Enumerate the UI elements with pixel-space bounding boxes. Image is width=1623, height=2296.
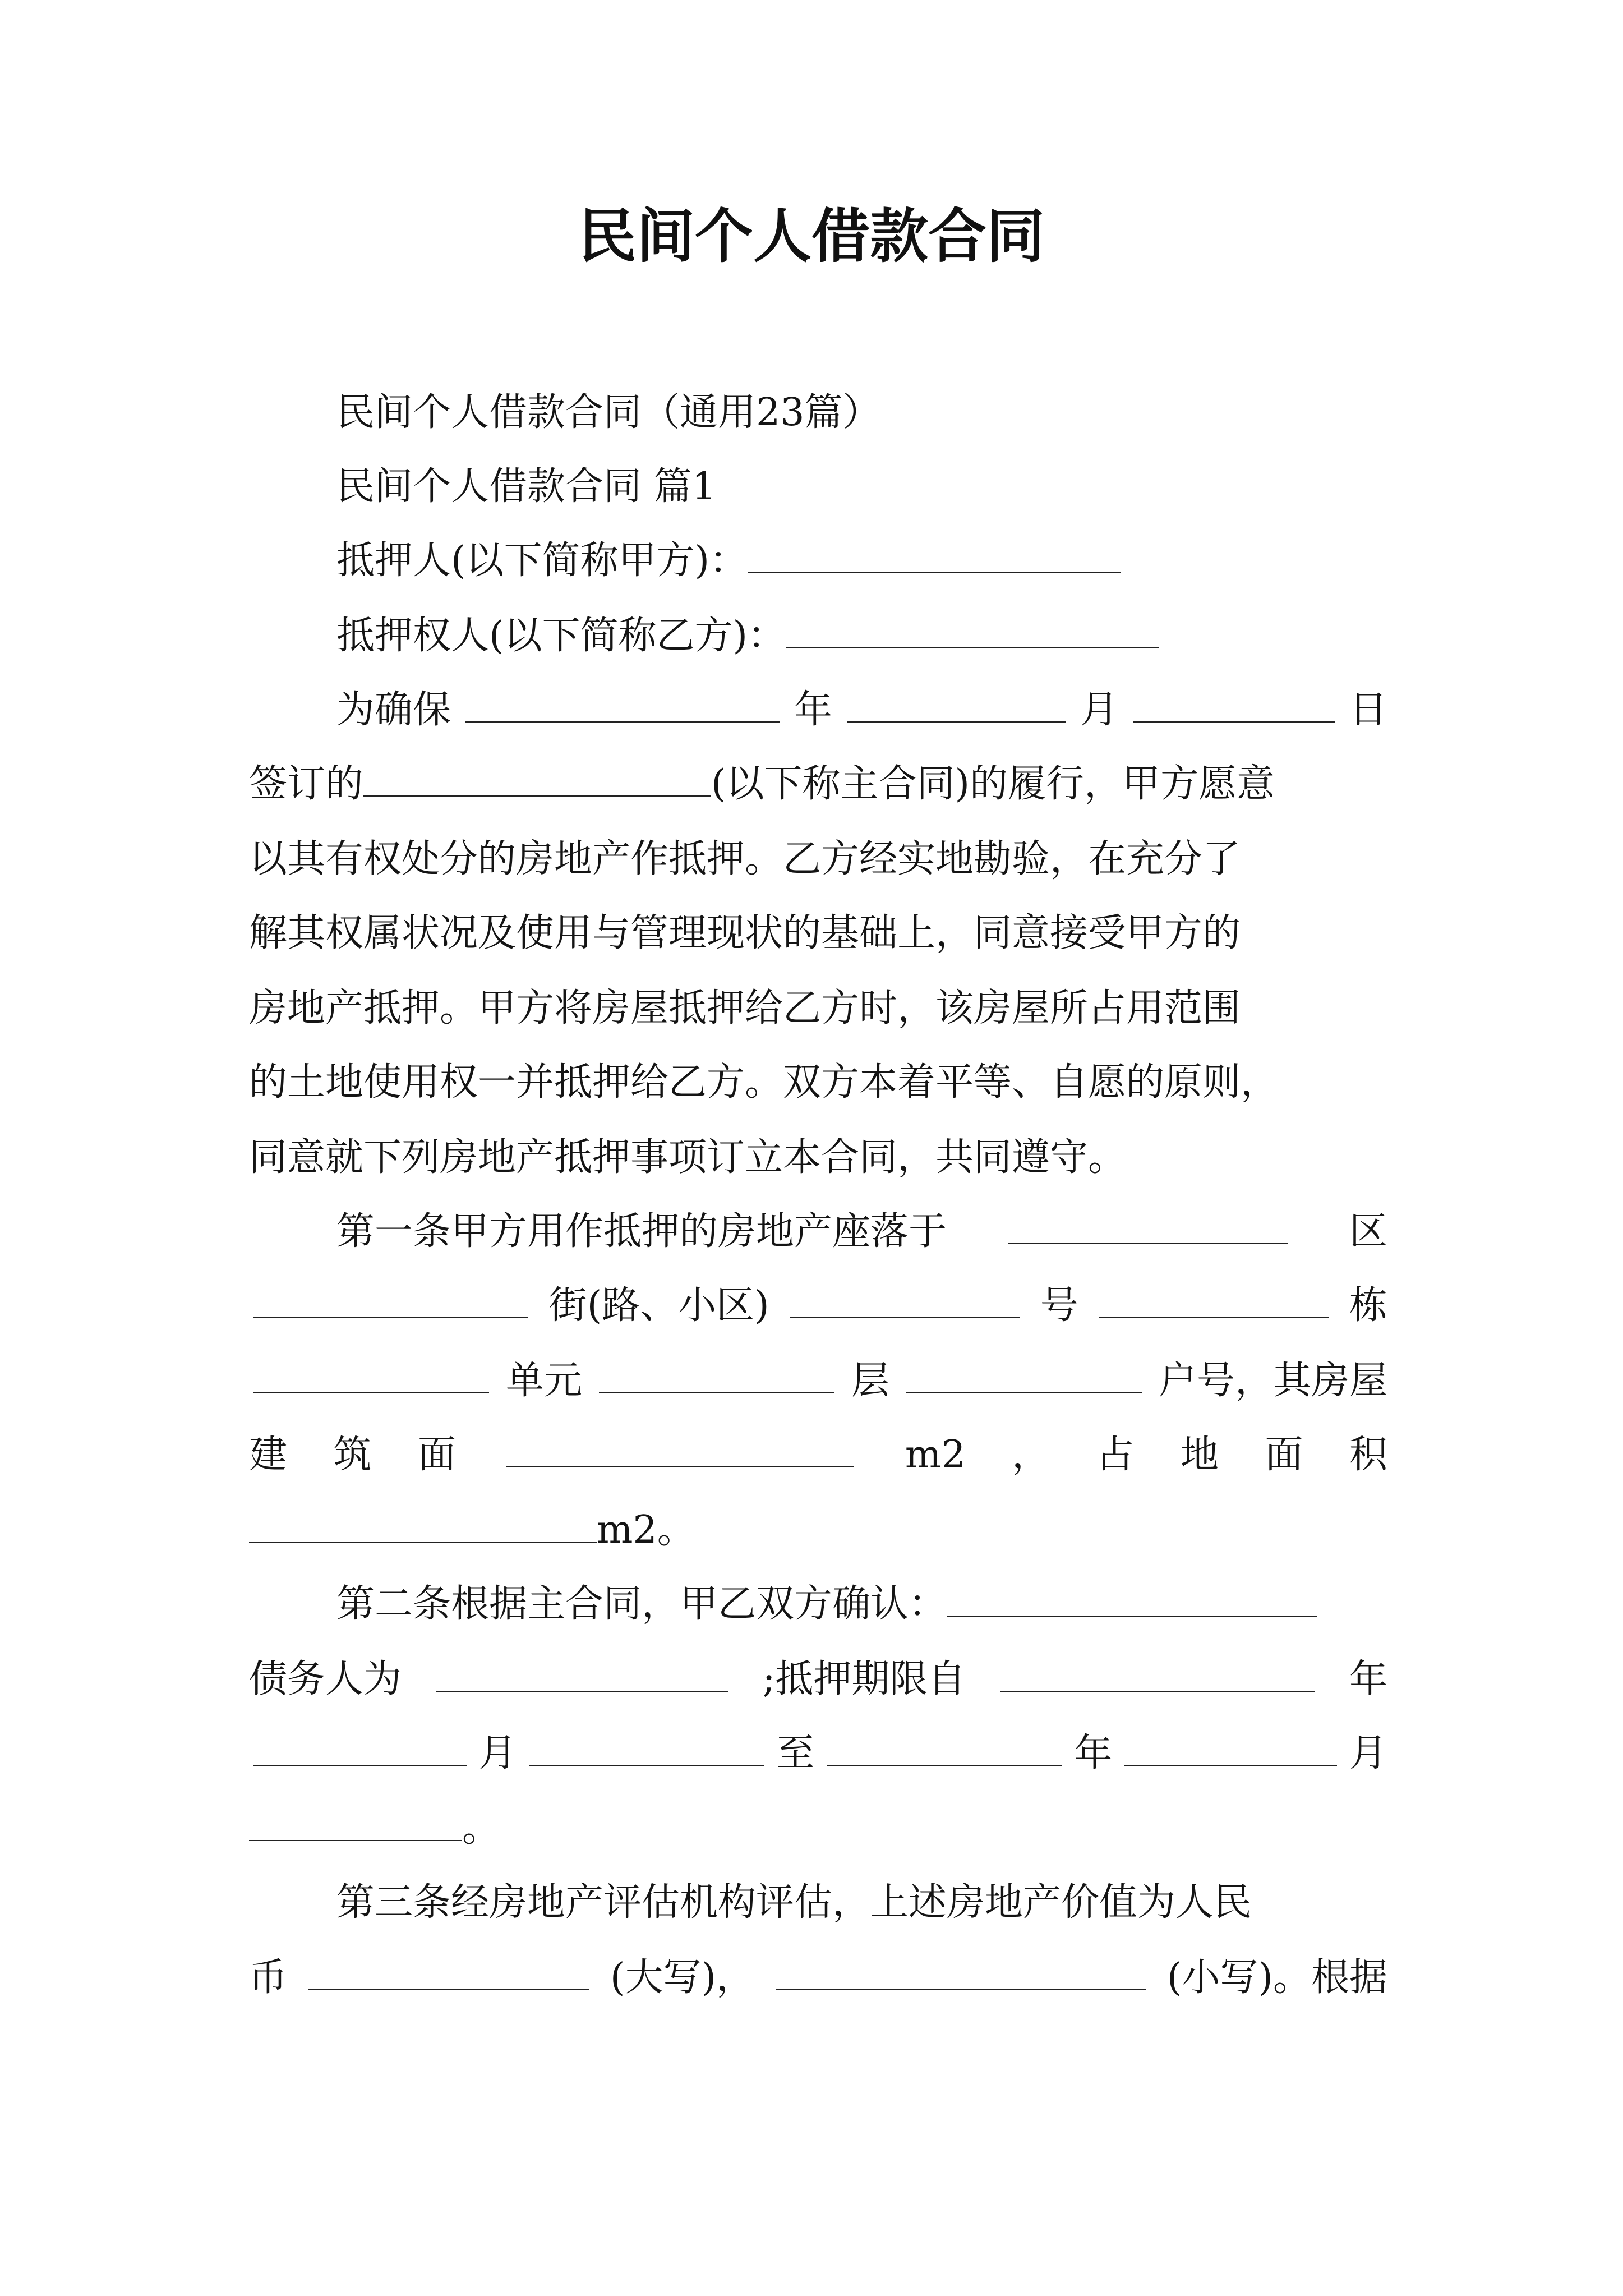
article1-text: 筑 [333, 1433, 372, 1477]
article1-text: 户号，其房屋 [1158, 1359, 1387, 1403]
value-lowercase-blank [776, 1953, 1146, 1990]
building-blank [1099, 1281, 1329, 1318]
preamble-line-1 [336, 672, 1387, 748]
preamble-line-3: 以其有权处分的房地产作抵押。乙方经实地勘验，在充分了 [249, 837, 1241, 881]
mortgagee-line [249, 598, 1387, 674]
subtitle-text: 民间个人借款合同（通用23篇） [336, 390, 881, 435]
preamble-text: 日 [1349, 688, 1387, 732]
article1-text: 积 [1349, 1433, 1387, 1477]
end-day-blank [249, 1804, 462, 1841]
room-blank [906, 1356, 1142, 1393]
preamble-text: 月 [1080, 688, 1118, 732]
value-uppercase-blank [308, 1953, 589, 1990]
article1-text: 号 [1040, 1283, 1078, 1328]
article2-text: 至 [776, 1731, 815, 1775]
article2-text: 月 [1349, 1731, 1387, 1775]
mortgagee-blank [786, 611, 1159, 648]
article2-line-3 [249, 1715, 1387, 1792]
article2-text: 月 [478, 1731, 517, 1775]
article2-text: 债务人为 [249, 1657, 402, 1701]
preamble-text: 年 [794, 688, 832, 732]
mortgagor-label: 抵押人(以下简称甲方)： [336, 539, 748, 583]
end-year-blank [827, 1729, 1062, 1766]
start-month-blank [253, 1729, 467, 1766]
article1-line-1 [336, 1194, 1387, 1270]
blank [1133, 685, 1335, 723]
article1-line-5 [249, 1492, 1387, 1568]
article2-text: ;抵押期限自 [762, 1657, 966, 1701]
preamble-line-2 [249, 746, 1387, 822]
article2-text: 第二条根据主合同，甲乙双方确认： [336, 1582, 947, 1626]
section-heading-text: 民间个人借款合同 篇1 [336, 464, 716, 509]
article1-text: 栋 [1349, 1283, 1387, 1328]
unit-blank [253, 1356, 489, 1393]
article3-text: 币 [249, 1955, 288, 2000]
preamble-line-7: 同意就下列房地产抵押事项订立本合同，共同遵守。 [249, 1135, 1127, 1180]
article1-text: m2。 [597, 1508, 695, 1552]
article1-line-4 [249, 1417, 1387, 1493]
building-area-blank [506, 1430, 854, 1467]
article2-line-1 [336, 1566, 1387, 1642]
article1-text: ， [1012, 1433, 1050, 1477]
mortgagee-label: 抵押权人(以下简称乙方)： [336, 614, 786, 658]
article1-line-3 [249, 1343, 1387, 1419]
article1-text: 层 [851, 1359, 889, 1403]
blank [847, 685, 1066, 723]
doc-subtitle [249, 375, 1387, 451]
article3-text: (小写)。根据 [1166, 1955, 1387, 2000]
debtor-blank [436, 1655, 728, 1692]
preamble-line-5: 房地产抵押。甲方将房屋抵押给乙方时，该房屋所占用范围 [249, 986, 1241, 1030]
article1-text: 建 [249, 1433, 288, 1477]
article1-text: 面 [417, 1433, 456, 1477]
mortgagor-blank [748, 536, 1121, 573]
article1-text: 第一条甲方用作抵押的房地产座落于 [336, 1209, 947, 1254]
preamble-line-6: 的土地使用权一并抵押给乙方。双方本着平等、自愿的原则， [249, 1060, 1279, 1105]
article2-text: 年 [1349, 1657, 1387, 1701]
article2-text: 。 [462, 1806, 501, 1851]
district-blank [1008, 1207, 1288, 1244]
confirm-blank [947, 1580, 1317, 1617]
document-title: 民间个人借款合同 [578, 202, 1045, 270]
article1-text: 占 [1096, 1433, 1135, 1477]
article1-text: m2 [905, 1433, 966, 1477]
article1-text: 面 [1265, 1433, 1303, 1477]
article1-text: 单元 [505, 1359, 582, 1403]
end-month-blank [1124, 1729, 1337, 1766]
article1-text: 区 [1349, 1209, 1387, 1254]
blank [363, 760, 711, 797]
preamble-text: (以下称主合同)的履行，甲方愿意 [711, 762, 1275, 806]
article2-text: 年 [1074, 1731, 1113, 1775]
section-heading [249, 449, 1387, 525]
land-area-blank [249, 1506, 597, 1543]
mortgagor-line [249, 523, 1387, 599]
preamble-line-4: 解其权属状况及使用与管理现状的基础上，同意接受甲方的 [249, 911, 1241, 955]
article1-line-2 [249, 1268, 1387, 1344]
preamble-text: 为确保 [336, 688, 451, 732]
start-year-blank [1000, 1655, 1315, 1692]
article2-line-4 [249, 1791, 1387, 1867]
preamble-text: 签订的 [249, 762, 364, 806]
blank [465, 685, 780, 723]
article3-text: (大写)， [610, 1955, 754, 2000]
floor-blank [599, 1356, 834, 1393]
article1-text: 街(路、小区) [548, 1283, 769, 1328]
article3-line-2 [249, 1940, 1387, 2016]
article2-line-2 [249, 1641, 1387, 1718]
start-day-blank [529, 1729, 764, 1766]
article1-text: 地 [1181, 1433, 1219, 1477]
street-blank [253, 1281, 528, 1318]
number-blank [790, 1281, 1020, 1318]
article3-line-1: 第三条经房地产评估机构评估，上述房地产价值为人民 [336, 1880, 1252, 1925]
